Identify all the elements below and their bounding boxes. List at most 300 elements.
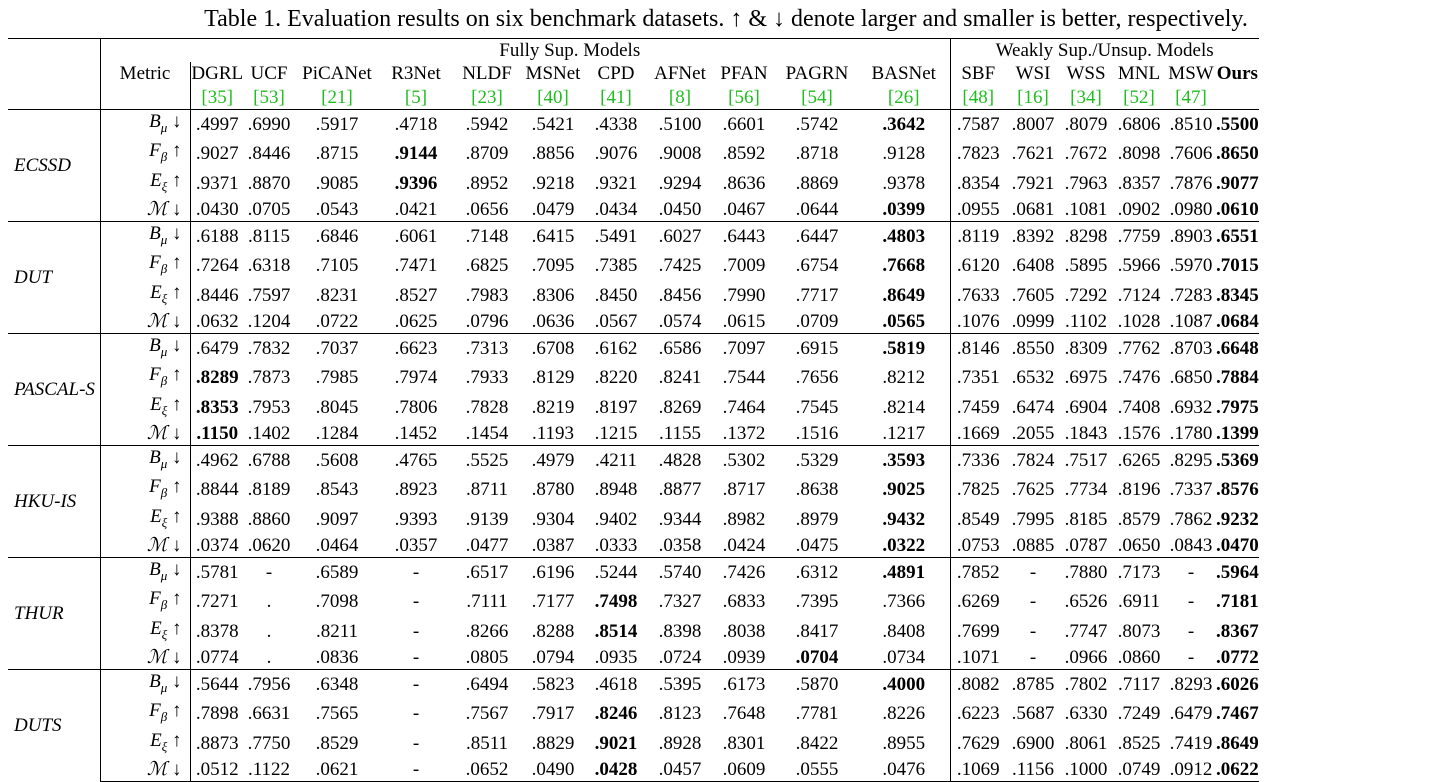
table-cell: .4828 bbox=[648, 446, 712, 476]
table-cell: .7985 bbox=[315, 367, 359, 389]
table-cell: .1087 bbox=[1169, 310, 1213, 332]
table-cell: .7177 bbox=[531, 591, 575, 613]
table-cell: .8711 bbox=[465, 479, 509, 501]
table-cell: .0955 bbox=[956, 198, 1000, 220]
table-cell: .8129 bbox=[531, 367, 575, 389]
table-cell: .1669 bbox=[956, 422, 1000, 444]
table-cell: - bbox=[1187, 646, 1195, 668]
metric-label: $F_\beta$ ↑ bbox=[100, 363, 190, 392]
table-cell: .4211 bbox=[584, 446, 648, 476]
table-cell: .8119 bbox=[950, 222, 1006, 252]
table-cell: .5870 bbox=[776, 670, 858, 700]
metric-label: $E_\xi$ ↑ bbox=[100, 281, 190, 310]
table-cell: .6631 bbox=[247, 703, 291, 725]
table-cell: .0734 bbox=[858, 646, 950, 670]
results-table bbox=[8, 38, 1259, 782]
table-cell: .8309 bbox=[1060, 334, 1112, 364]
table-cell: .6911 bbox=[1117, 591, 1161, 613]
table-cell: .4338 bbox=[584, 110, 648, 140]
table-cell: .9321 bbox=[594, 172, 638, 194]
table-cell: .1076 bbox=[956, 310, 1000, 332]
table-cell: - bbox=[412, 703, 420, 725]
table-cell: .7544 bbox=[722, 367, 766, 389]
table-cell: .9128 bbox=[858, 139, 950, 168]
column-header: WSS bbox=[1066, 63, 1106, 85]
table-cell: .6788 bbox=[244, 446, 294, 476]
table-cell: .7292 bbox=[1064, 284, 1108, 306]
column-header: WSI bbox=[1015, 63, 1051, 85]
table-cell: .1780 bbox=[1169, 422, 1213, 444]
table-cell: .0476 bbox=[858, 758, 950, 782]
table-cell: .6806 bbox=[1112, 110, 1166, 140]
column-header: SBF bbox=[961, 63, 996, 85]
table-cell: .5500 bbox=[1216, 110, 1259, 140]
table-cell: .1399 bbox=[1216, 422, 1259, 444]
table-cell: .8295 bbox=[1166, 446, 1216, 476]
table-cell: .0632 bbox=[195, 310, 239, 332]
table-cell: .4997 bbox=[190, 110, 244, 140]
table-cell: .6408 bbox=[1011, 255, 1055, 277]
table-cell: .6415 bbox=[522, 222, 584, 252]
table-cell: .7181 bbox=[1216, 591, 1259, 613]
table-cell: .7933 bbox=[465, 367, 509, 389]
column-header: PFAN bbox=[720, 63, 768, 85]
table-cell: .0450 bbox=[658, 198, 702, 220]
table-cell: . bbox=[266, 591, 272, 613]
table-cell: .7974 bbox=[394, 367, 438, 389]
table-cell: .5819 bbox=[858, 334, 950, 364]
column-header: UCF bbox=[250, 63, 288, 85]
table-row bbox=[8, 670, 1259, 700]
table-cell: .8928 bbox=[658, 732, 702, 754]
reference-link: [21] bbox=[321, 86, 353, 108]
reference-link: [5] bbox=[404, 86, 428, 108]
table-cell: .4803 bbox=[858, 222, 950, 252]
metric-label: $B_\mu$ ↓ bbox=[100, 222, 190, 252]
table-cell: .6265 bbox=[1112, 446, 1166, 476]
table-row bbox=[8, 475, 1259, 504]
table-cell: .5966 bbox=[1117, 255, 1161, 277]
table-cell: .8422 bbox=[795, 732, 839, 754]
metric-label: ℳ ↓ bbox=[100, 422, 190, 446]
table-cell: .7111 bbox=[466, 591, 508, 613]
table-cell: .5964 bbox=[1216, 558, 1259, 588]
table-cell: .0709 bbox=[795, 310, 839, 332]
table-cell: .8715 bbox=[315, 143, 359, 165]
table-row bbox=[8, 758, 1259, 782]
table-cell: .0479 bbox=[531, 198, 575, 220]
table-cell: . bbox=[266, 620, 272, 642]
table-cell: .0357 bbox=[394, 534, 438, 556]
table-cell: .1204 bbox=[247, 310, 291, 332]
table-cell: .5244 bbox=[584, 558, 648, 588]
table-cell: .0430 bbox=[195, 198, 239, 220]
table-cell: .8392 bbox=[1006, 222, 1060, 252]
table-cell: .7862 bbox=[1169, 508, 1213, 530]
table-cell: .8408 bbox=[858, 617, 950, 646]
table-cell: .5329 bbox=[776, 446, 858, 476]
metric-label: $B_\mu$ ↓ bbox=[100, 558, 190, 588]
table-cell: .7648 bbox=[722, 703, 766, 725]
table-cell: .8345 bbox=[1216, 284, 1259, 306]
table-cell: .8844 bbox=[195, 479, 239, 501]
column-header: BASNet bbox=[858, 62, 950, 85]
table-cell: .1215 bbox=[594, 422, 638, 444]
table-cell: .7917 bbox=[531, 703, 575, 725]
table-cell: .6348 bbox=[294, 670, 380, 700]
table-cell: .5369 bbox=[1216, 446, 1259, 476]
table-cell: .6443 bbox=[712, 222, 776, 252]
table-cell: - bbox=[412, 732, 420, 754]
table-cell: .7117 bbox=[1112, 670, 1166, 700]
table-cell: .7806 bbox=[394, 396, 438, 418]
table-cell: .1843 bbox=[1064, 422, 1108, 444]
table-row bbox=[8, 310, 1259, 334]
metric-label: $E_\xi$ ↑ bbox=[100, 729, 190, 758]
table-row bbox=[8, 393, 1259, 422]
table-cell: .8115 bbox=[244, 222, 294, 252]
table-cell: .7426 bbox=[712, 558, 776, 588]
reference-link: [53] bbox=[253, 86, 285, 108]
table-cell: .8220 bbox=[594, 367, 638, 389]
table-cell: - bbox=[412, 591, 420, 613]
table-cell: .8550 bbox=[1006, 334, 1060, 364]
results-table-wrap bbox=[8, 38, 1259, 782]
table-cell: - bbox=[1029, 646, 1037, 668]
table-cell: .9025 bbox=[858, 475, 950, 504]
table-cell: .8306 bbox=[531, 284, 575, 306]
table-cell: .5491 bbox=[584, 222, 648, 252]
table-cell: .7015 bbox=[1216, 255, 1259, 277]
metric-label: $B_\mu$ ↓ bbox=[100, 446, 190, 476]
reference-link: [34] bbox=[1070, 86, 1102, 108]
table-cell: .0705 bbox=[247, 198, 291, 220]
table-cell: .0966 bbox=[1064, 646, 1108, 668]
metric-label: $F_\beta$ ↑ bbox=[100, 475, 190, 504]
table-cell: .6223 bbox=[956, 703, 1000, 725]
column-header: Ours bbox=[1216, 63, 1258, 85]
table-cell: .8636 bbox=[722, 172, 766, 194]
table-cell: .7271 bbox=[195, 591, 239, 613]
table-cell: .8709 bbox=[465, 143, 509, 165]
table-cell: .8982 bbox=[722, 508, 766, 530]
table-cell: .8543 bbox=[315, 479, 359, 501]
table-cell: .7173 bbox=[1112, 558, 1166, 588]
column-header: PAGRN bbox=[785, 63, 849, 85]
table-cell: .6850 bbox=[1169, 367, 1213, 389]
table-cell: .6975 bbox=[1064, 367, 1108, 389]
table-cell: .8098 bbox=[1117, 143, 1161, 165]
dataset-name: DUTS bbox=[8, 670, 100, 782]
table-cell: .6318 bbox=[247, 255, 291, 277]
table-cell: .9344 bbox=[658, 508, 702, 530]
table-cell: .9232 bbox=[1216, 508, 1259, 530]
table-cell: .7264 bbox=[195, 255, 239, 277]
table-cell: .7832 bbox=[244, 334, 294, 364]
table-cell: .0656 bbox=[465, 198, 509, 220]
reference-link: [35] bbox=[201, 86, 234, 108]
column-header: MSW bbox=[1168, 63, 1214, 85]
metric-label: ℳ ↓ bbox=[100, 310, 190, 334]
table-cell: .8717 bbox=[722, 479, 766, 501]
metric-label: ℳ ↓ bbox=[100, 534, 190, 558]
reference-link: [48] bbox=[962, 86, 995, 108]
table-cell: .5421 bbox=[522, 110, 584, 140]
table-cell: .8417 bbox=[795, 620, 839, 642]
table-cell: .8903 bbox=[1166, 222, 1216, 252]
table-cell: .8955 bbox=[858, 729, 950, 758]
table-cell: .6479 bbox=[1169, 703, 1213, 725]
table-cell: .1156 bbox=[1006, 758, 1060, 782]
table-cell: .8510 bbox=[1166, 110, 1216, 140]
table-cell: .9027 bbox=[195, 143, 239, 165]
table-cell: .8073 bbox=[1117, 620, 1161, 642]
table-cell: .8649 bbox=[1216, 732, 1259, 754]
table-cell: .6589 bbox=[294, 558, 380, 588]
table-cell: .0434 bbox=[594, 198, 638, 220]
table-cell: .5917 bbox=[294, 110, 380, 140]
table-cell: .9378 bbox=[858, 169, 950, 198]
table-cell: .0774 bbox=[195, 646, 239, 668]
table-cell: .6188 bbox=[190, 222, 244, 252]
table-cell: .0644 bbox=[795, 198, 839, 220]
table-cell: .7565 bbox=[315, 703, 359, 725]
table-cell: .7098 bbox=[315, 591, 359, 613]
table-cell: .0999 bbox=[1011, 310, 1055, 332]
table-cell: .8948 bbox=[594, 479, 638, 501]
table-cell: .8952 bbox=[465, 172, 509, 194]
table-cell: .8146 bbox=[950, 334, 1006, 364]
table-cell: .8576 bbox=[1216, 479, 1259, 501]
table-cell: .9393 bbox=[394, 508, 438, 530]
table-cell: .0322 bbox=[858, 534, 950, 558]
table-cell: .7884 bbox=[1216, 367, 1259, 389]
table-row bbox=[8, 422, 1259, 446]
table-cell: .7759 bbox=[1112, 222, 1166, 252]
table-cell: .7983 bbox=[465, 284, 509, 306]
table-cell: .7097 bbox=[712, 334, 776, 364]
table-row bbox=[8, 363, 1259, 392]
table-cell: .6330 bbox=[1064, 703, 1108, 725]
table-cell: .4618 bbox=[584, 670, 648, 700]
table-cell: .7464 bbox=[722, 396, 766, 418]
table-cell: .9371 bbox=[195, 172, 239, 194]
table-cell: .0609 bbox=[712, 758, 776, 782]
table-cell: .0935 bbox=[594, 646, 638, 668]
table-cell: .0836 bbox=[315, 646, 359, 668]
table-cell: .8450 bbox=[594, 284, 638, 306]
table-row bbox=[8, 281, 1259, 310]
table-cell: .7366 bbox=[858, 587, 950, 616]
table-cell: .1372 bbox=[722, 422, 766, 444]
table-cell: .9388 bbox=[195, 508, 239, 530]
table-cell: .5823 bbox=[522, 670, 584, 700]
table-cell: .7629 bbox=[956, 732, 1000, 754]
reference-link: [52] bbox=[1123, 86, 1155, 108]
table-row bbox=[8, 534, 1259, 558]
table-cell: .0610 bbox=[1216, 198, 1259, 220]
table-cell: .6269 bbox=[956, 591, 1000, 613]
table-cell: .1516 bbox=[795, 422, 839, 444]
table-cell: .4718 bbox=[380, 110, 452, 140]
metric-label: $E_\xi$ ↑ bbox=[100, 617, 190, 646]
table-cell: .0333 bbox=[594, 534, 638, 556]
table-row bbox=[8, 699, 1259, 728]
table-cell: .5740 bbox=[648, 558, 712, 588]
metric-label: ℳ ↓ bbox=[100, 758, 190, 782]
table-cell: .6027 bbox=[648, 222, 712, 252]
table-cell: .9432 bbox=[858, 505, 950, 534]
table-cell: - bbox=[380, 558, 452, 588]
table-cell: .0722 bbox=[315, 310, 359, 332]
table-cell: .1193 bbox=[531, 422, 575, 444]
table-cell: .7408 bbox=[1117, 396, 1161, 418]
table-cell: .0622 bbox=[1216, 758, 1259, 780]
table-cell: .8785 bbox=[1006, 670, 1060, 700]
table-cell: .7823 bbox=[956, 143, 1000, 165]
table-cell: .1284 bbox=[315, 422, 359, 444]
table-cell: .8354 bbox=[956, 172, 1000, 194]
table-cell: - bbox=[1187, 620, 1195, 642]
reference-link: [40] bbox=[537, 86, 569, 108]
table-cell: .0512 bbox=[190, 758, 244, 782]
table-cell: .1071 bbox=[956, 646, 1000, 668]
reference-link: [23] bbox=[471, 86, 503, 108]
table-cell: .7781 bbox=[795, 703, 839, 725]
table-cell: .0980 bbox=[1169, 198, 1213, 220]
column-header: AFNet bbox=[654, 63, 706, 85]
table-cell: .6825 bbox=[465, 255, 509, 277]
table-cell: .8527 bbox=[394, 284, 438, 306]
table-cell: .0615 bbox=[722, 310, 766, 332]
table-cell: .8873 bbox=[195, 732, 239, 754]
metric-label: $E_\xi$ ↑ bbox=[100, 169, 190, 198]
table-cell: .8856 bbox=[531, 143, 575, 165]
table-cell: .0749 bbox=[1112, 758, 1166, 782]
table-cell: .1452 bbox=[394, 422, 438, 444]
table-cell: .6915 bbox=[776, 334, 858, 364]
reference-link bbox=[1216, 86, 1259, 110]
table-cell: .9139 bbox=[465, 508, 509, 530]
table-cell: - bbox=[380, 758, 452, 782]
table-cell: .6648 bbox=[1216, 334, 1259, 364]
table-cell: .5608 bbox=[294, 446, 380, 476]
table-cell: .7517 bbox=[1060, 446, 1112, 476]
table-cell: .6932 bbox=[1169, 396, 1213, 418]
table-cell: .8266 bbox=[465, 620, 509, 642]
table-cell: .8456 bbox=[658, 284, 702, 306]
table-cell: .7037 bbox=[294, 334, 380, 364]
table-cell: .7995 bbox=[1011, 508, 1055, 530]
table-cell: .5100 bbox=[648, 110, 712, 140]
table-cell: .0772 bbox=[1216, 646, 1259, 668]
table-cell: .5781 bbox=[190, 558, 244, 588]
table-cell: .7625 bbox=[1011, 479, 1055, 501]
metric-label: $E_\xi$ ↑ bbox=[100, 505, 190, 534]
metric-label: $F_\beta$ ↑ bbox=[100, 251, 190, 280]
table-row bbox=[8, 558, 1259, 588]
table-cell: .0621 bbox=[294, 758, 380, 782]
table-cell: .8301 bbox=[722, 732, 766, 754]
table-cell: .5644 bbox=[190, 670, 244, 700]
table-cell: .8378 bbox=[195, 620, 239, 642]
table-cell: .8269 bbox=[658, 396, 702, 418]
table-cell: .6026 bbox=[1216, 670, 1259, 700]
table-cell: .7668 bbox=[858, 251, 950, 280]
table-cell: .7605 bbox=[1011, 284, 1055, 306]
table-cell: .7459 bbox=[956, 396, 1000, 418]
table-cell: .8211 bbox=[315, 620, 359, 642]
table-cell: .9085 bbox=[315, 172, 359, 194]
column-header: CPD bbox=[597, 63, 635, 85]
table-cell: .5525 bbox=[452, 446, 522, 476]
table-cell: .8860 bbox=[247, 508, 291, 530]
table-cell: .5687 bbox=[1011, 703, 1055, 725]
table-cell: .1402 bbox=[247, 422, 291, 444]
table-cell: .9402 bbox=[594, 508, 638, 530]
table-cell: .0424 bbox=[722, 534, 766, 556]
reference-link: [26] bbox=[858, 86, 950, 110]
table-cell: .6162 bbox=[584, 334, 648, 364]
table-cell: .8549 bbox=[956, 508, 1000, 530]
table-cell: .7545 bbox=[795, 396, 839, 418]
table-cell: .0421 bbox=[394, 198, 438, 220]
table-cell: .6551 bbox=[1216, 222, 1259, 252]
table-cell: .1155 bbox=[658, 422, 702, 444]
table-cell: .4000 bbox=[858, 670, 950, 700]
blank-cell bbox=[8, 86, 100, 110]
table-row bbox=[8, 198, 1259, 222]
column-header: DGRL bbox=[191, 63, 244, 85]
table-cell: .6120 bbox=[956, 255, 1000, 277]
table-row bbox=[8, 505, 1259, 534]
column-header: NLDF bbox=[462, 63, 512, 85]
table-cell: - bbox=[1187, 591, 1195, 613]
table-cell: .4979 bbox=[522, 446, 584, 476]
table-cell: .7734 bbox=[1064, 479, 1108, 501]
table-cell: .7467 bbox=[1216, 703, 1259, 725]
reference-link: [16] bbox=[1017, 86, 1049, 108]
table-cell: .7963 bbox=[1064, 172, 1108, 194]
table-cell: .8829 bbox=[531, 732, 575, 754]
table-cell: .7105 bbox=[315, 255, 359, 277]
table-cell: .8780 bbox=[531, 479, 575, 501]
metric-label: $B_\mu$ ↓ bbox=[100, 110, 190, 140]
table-cell: .7750 bbox=[247, 732, 291, 754]
table-row bbox=[8, 646, 1259, 670]
table-cell: .0374 bbox=[195, 534, 239, 556]
table-cell: .0805 bbox=[465, 646, 509, 668]
table-cell: .7656 bbox=[795, 367, 839, 389]
table-cell: .6173 bbox=[712, 670, 776, 700]
blank-cell bbox=[8, 39, 100, 63]
table-cell: .8079 bbox=[1060, 110, 1112, 140]
table-row bbox=[8, 251, 1259, 280]
dataset-name: ECSSD bbox=[8, 110, 100, 222]
table-cell: .0399 bbox=[858, 198, 950, 222]
reference-row bbox=[8, 86, 1259, 110]
table-cell: .9076 bbox=[594, 143, 638, 165]
table-cell: .8082 bbox=[950, 670, 1006, 700]
table-cell: .0428 bbox=[584, 758, 648, 782]
table-cell: .8446 bbox=[195, 284, 239, 306]
table-cell: .7621 bbox=[1011, 143, 1055, 165]
table-cell: .6479 bbox=[190, 334, 244, 364]
table-cell: .7476 bbox=[1117, 367, 1161, 389]
table-cell: .0457 bbox=[648, 758, 712, 782]
column-header: PiCANet bbox=[302, 63, 372, 85]
table-cell: . bbox=[266, 646, 272, 668]
